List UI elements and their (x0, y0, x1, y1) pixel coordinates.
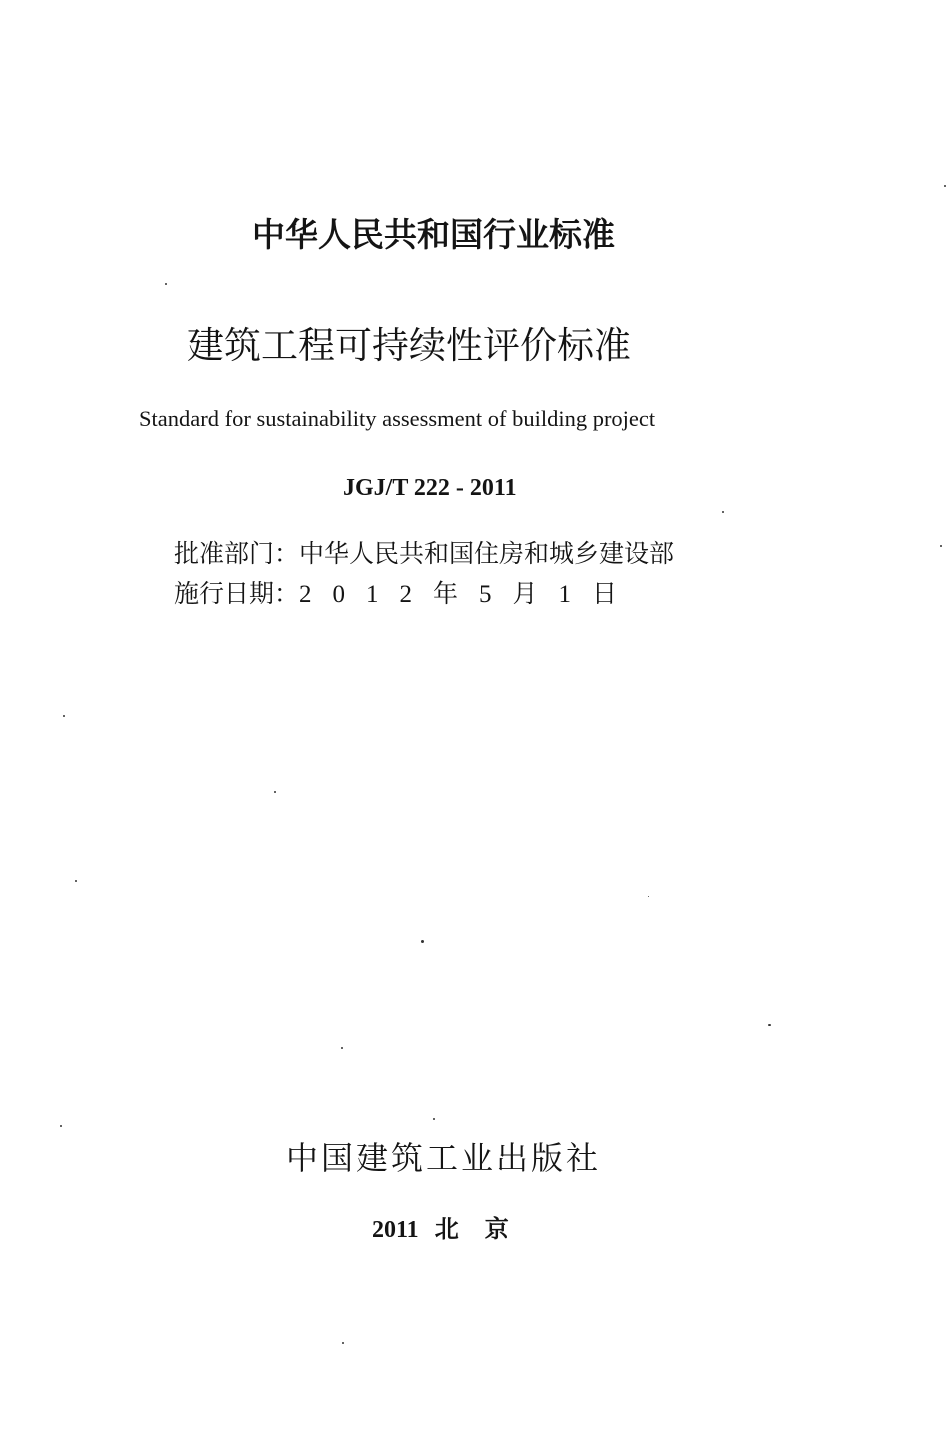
scan-speck (60, 1125, 62, 1127)
scan-speck (768, 1024, 771, 1026)
effective-date-line (174, 582, 638, 607)
publication-year: 2011 (372, 1217, 419, 1243)
scan-speck (433, 1118, 435, 1120)
scan-speck (940, 545, 942, 547)
scan-speck (944, 185, 946, 187)
approval-line (174, 542, 674, 567)
scan-speck (274, 791, 276, 793)
effective-date-value: 2012年5月1日 (299, 581, 639, 608)
chinese-title: 建筑工程可持续性评价标准 (187, 326, 631, 367)
english-title: Standard for sustainability assessment of building project (139, 406, 656, 431)
scan-speck (342, 1342, 344, 1344)
approval-value: 中华人民共和国住房和城乡建设部 (299, 541, 675, 568)
standard-code: JGJ/T 222 - 2011 (343, 475, 517, 501)
publication-place-year (372, 1218, 509, 1242)
approval-label: 批准部门： (174, 541, 300, 568)
scan-speck (75, 880, 77, 882)
industry-standard-heading: 中华人民共和国行业标准 (252, 215, 615, 254)
publication-city-char-1: 北 (434, 1217, 459, 1243)
effective-label: 施行日期： (174, 581, 300, 608)
publisher-name: 中国建筑工业出版社 (286, 1140, 602, 1176)
scan-speck (421, 940, 424, 943)
scan-speck (722, 511, 724, 513)
scan-speck (341, 1047, 343, 1049)
scan-speck (63, 715, 65, 717)
publication-city-char-2: 京 (484, 1217, 509, 1243)
scan-speck (648, 896, 649, 897)
scan-speck (165, 283, 167, 285)
